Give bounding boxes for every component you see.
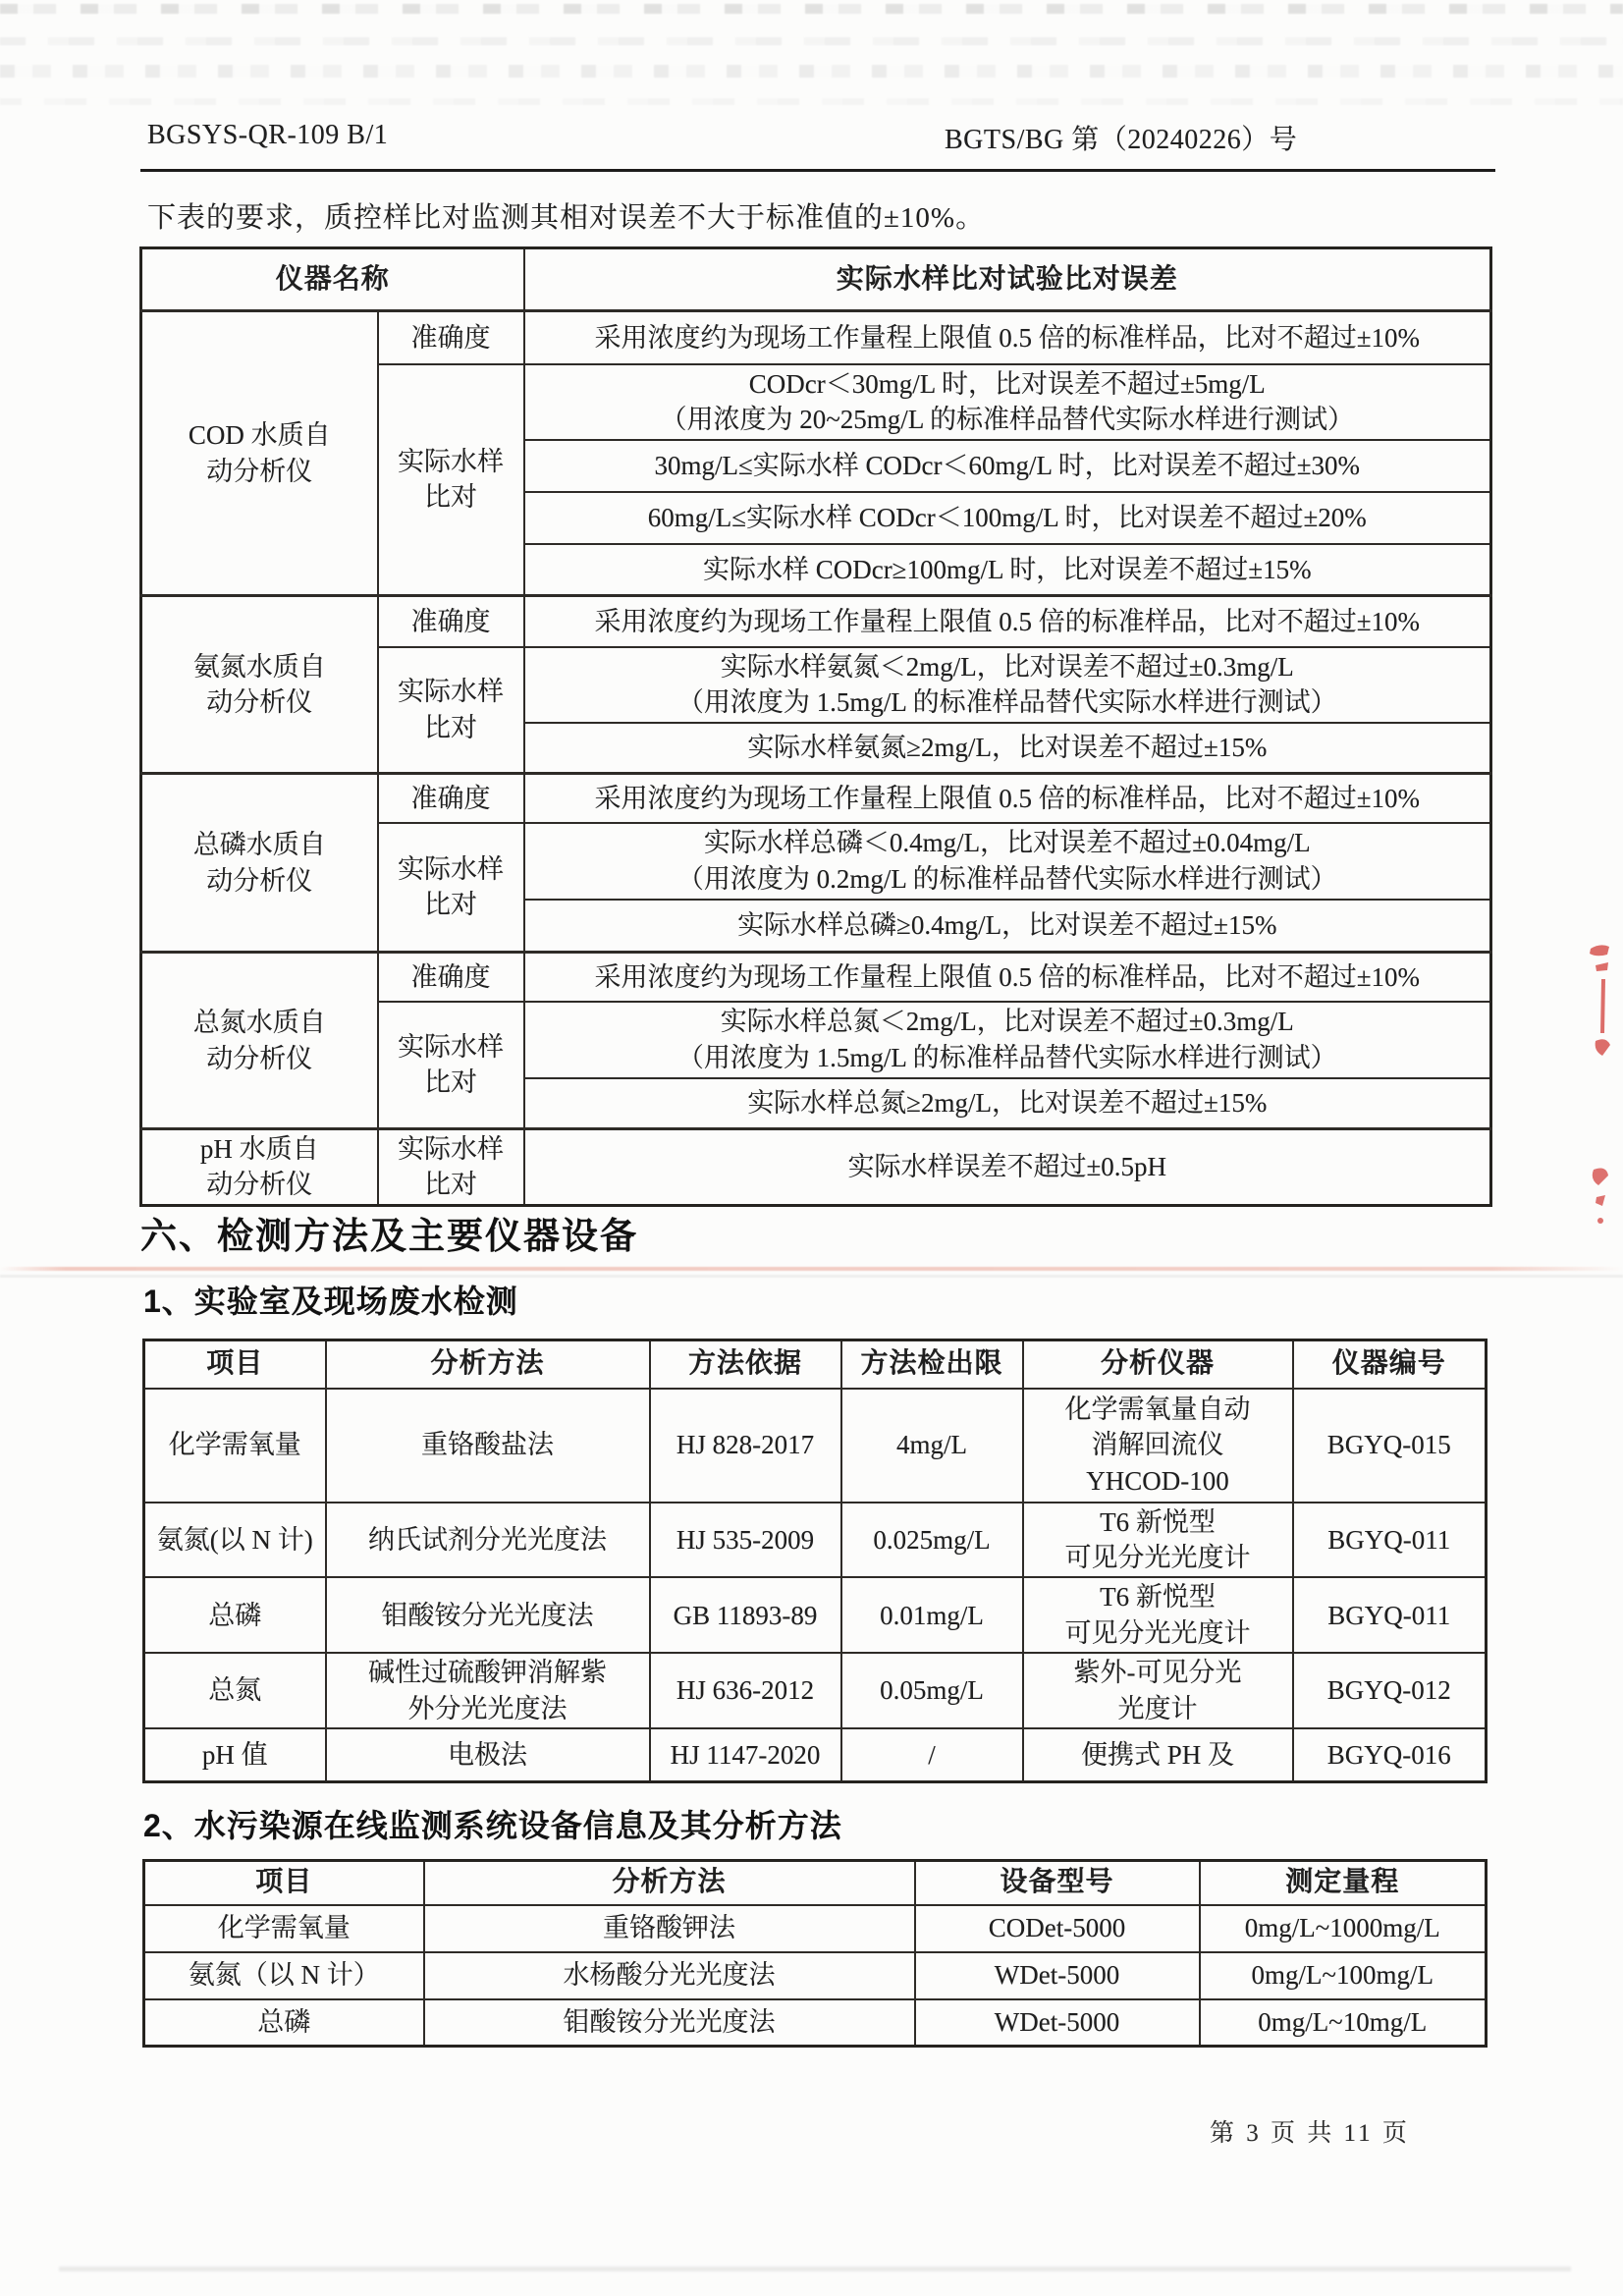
instrument-line: 化学需氧量自动 — [1064, 1394, 1251, 1424]
online-monitoring-table — [142, 1859, 1488, 2048]
cell-sub-accuracy: 准确度 — [378, 311, 524, 364]
instrument-line: 动分析仪 — [206, 1170, 313, 1200]
scan-pink-line — [0, 1267, 1623, 1271]
table-row — [144, 1389, 1487, 1503]
cell-criterion: 实际水样氨氮≥2mg/L，比对误差不超过±15% — [524, 723, 1491, 774]
cell-sub-sample-comparison — [378, 1002, 524, 1129]
red-ink-mark — [1585, 1164, 1614, 1232]
criterion-line: （用浓度为 1.5mg/L 的标准样品替代实际水样进行测试） — [676, 687, 1337, 717]
scan-noise-band — [59, 2267, 1571, 2271]
cell-accuracy-text: 采用浓度约为现场工作量程上限值 0.5 倍的标准样品，比对不超过±10% — [524, 311, 1491, 364]
cell-basis: HJ 535-2009 — [650, 1503, 841, 1578]
cell-criterion — [524, 364, 1491, 440]
scan-noise-band — [0, 37, 1623, 45]
instrument-line: 氨氮水质自 — [192, 651, 326, 682]
cell-item: 化学需氧量 — [144, 1905, 424, 1952]
cell-sub-sample-comparison — [378, 1129, 524, 1206]
cell-instrument-ph — [141, 1129, 378, 1206]
intro-paragraph: 下表的要求，质控样比对监测其相对误差不大于标准值的±10%。 — [147, 202, 986, 234]
table-row — [144, 1905, 1487, 1952]
scan-noise-band — [0, 65, 1623, 78]
sub-label-line: 实际水样 — [398, 853, 504, 884]
cell-limit: 4mg/L — [841, 1389, 1023, 1503]
criterion-line: （用浓度为 0.2mg/L 的标准样品替代实际水样进行测试） — [676, 863, 1337, 894]
cell-criterion — [524, 823, 1491, 900]
sub-label-line: 实际水样 — [398, 446, 504, 476]
criterion-line: （用浓度为 1.5mg/L 的标准样品替代实际水样进行测试） — [676, 1042, 1337, 1072]
criterion-line: 实际水样氨氮＜2mg/L，比对误差不超过±0.3mg/L — [720, 651, 1294, 682]
table-row — [144, 1577, 1487, 1653]
cell-criterion: 实际水样 CODcr≥100mg/L 时，比对误差不超过±15% — [524, 544, 1491, 596]
instrument-line: 动分析仪 — [206, 687, 313, 717]
table-row — [144, 1952, 1487, 1999]
cell-instrument-ammonia — [141, 596, 378, 774]
method-line: 外分光光度法 — [407, 1693, 568, 1723]
cell-method: 重铬酸钾法 — [424, 1905, 915, 1952]
comparison-table — [139, 246, 1492, 1207]
cell-sub-sample-comparison — [378, 647, 524, 774]
table-row — [144, 1653, 1487, 1728]
scan-noise-band — [0, 4, 1623, 14]
cell-limit: / — [841, 1728, 1023, 1781]
criterion-line: 实际水样总氮＜2mg/L，比对误差不超过±0.3mg/L — [720, 1007, 1294, 1037]
cell-model: WDet-5000 — [915, 1999, 1200, 2047]
table-header-row — [144, 1861, 1487, 1905]
cell-code: BGYQ-011 — [1293, 1503, 1487, 1578]
red-ink-mark — [1583, 943, 1620, 1072]
cell-range: 0mg/L~100mg/L — [1200, 1952, 1487, 1999]
cell-basis: HJ 1147-2020 — [650, 1728, 841, 1781]
cell-item: 总磷 — [144, 1999, 424, 2047]
subsection-title-online: 2、水污染源在线监测系统设备信息及其分析方法 — [143, 1808, 842, 1843]
sub-label-line: 实际水样 — [398, 677, 504, 707]
cell-item: 总氮 — [144, 1653, 326, 1728]
cell-model: CODet-5000 — [915, 1905, 1200, 1952]
table-header-row — [144, 1340, 1487, 1389]
cell-method: 纳氏试剂分光光度法 — [326, 1503, 650, 1578]
cell-accuracy-text: 采用浓度约为现场工作量程上限值 0.5 倍的标准样品，比对不超过±10% — [524, 774, 1491, 823]
criterion-line: 实际水样总磷＜0.4mg/L，比对误差不超过±0.04mg/L — [703, 828, 1311, 858]
cell-code: BGYQ-012 — [1293, 1653, 1487, 1728]
cell-criterion: 实际水样总磷≥0.4mg/L，比对误差不超过±15% — [524, 900, 1491, 953]
cell-item: pH 值 — [144, 1728, 326, 1781]
cell-criterion: 30mg/L≤实际水样 CODcr＜60mg/L 时，比对误差不超过±30% — [524, 440, 1491, 492]
sub-label-line: 比对 — [424, 1067, 477, 1098]
cell-sub-sample-comparison — [378, 364, 524, 596]
cell-instrument — [1023, 1577, 1293, 1653]
instrument-line: 消解回流仪 — [1091, 1430, 1224, 1460]
cell-item: 化学需氧量 — [144, 1389, 326, 1503]
table-row — [141, 596, 1491, 647]
cell-basis: GB 11893-89 — [650, 1577, 841, 1653]
instrument-line: pH 水质自 — [199, 1134, 319, 1164]
cell-criterion — [524, 647, 1491, 723]
header-comparison-error: 实际水样比对试验比对误差 — [524, 248, 1491, 311]
sub-label-line: 比对 — [424, 890, 477, 920]
header-rule — [140, 169, 1495, 172]
header-item: 项目 — [144, 1861, 424, 1905]
cell-instrument-cod — [141, 311, 378, 596]
cell-sub-sample-comparison — [378, 823, 524, 953]
cell-method: 重铬酸盐法 — [326, 1389, 650, 1503]
sub-label-line: 实际水样 — [398, 1134, 504, 1164]
cell-code: BGYQ-011 — [1293, 1577, 1487, 1653]
method-line: 碱性过硫酸钾消解紫 — [368, 1658, 607, 1688]
sub-label-line: 实际水样 — [398, 1031, 504, 1062]
section-title-methods: 六、检测方法及主要仪器设备 — [140, 1216, 638, 1256]
lab-methods-table — [142, 1339, 1488, 1783]
cell-criterion — [524, 1002, 1491, 1078]
subsection-title-lab: 1、实验室及现场废水检测 — [143, 1284, 518, 1319]
table-row — [144, 1728, 1487, 1781]
instrument-line: 可见分光光度计 — [1064, 1542, 1251, 1572]
cell-limit: 0.025mg/L — [841, 1503, 1023, 1578]
cell-method: 钼酸铵分光光度法 — [326, 1577, 650, 1653]
instrument-line: COD 水质自 — [188, 420, 331, 451]
sub-label-line: 比对 — [424, 712, 477, 742]
instrument-line: 动分析仪 — [206, 1043, 313, 1073]
table-row — [144, 1999, 1487, 2047]
instrument-line: 紫外-可见分光 — [1073, 1658, 1242, 1688]
table-header-row — [141, 248, 1491, 311]
cell-range: 0mg/L~10mg/L — [1200, 1999, 1487, 2047]
instrument-line: 动分析仪 — [206, 456, 313, 486]
cell-instrument-nitrogen — [141, 953, 378, 1129]
table-row — [141, 953, 1491, 1002]
header-analysis-method: 分析方法 — [424, 1861, 915, 1905]
cell-method: 电极法 — [326, 1728, 650, 1781]
cell-item: 总磷 — [144, 1577, 326, 1653]
header-analysis-method: 分析方法 — [326, 1340, 650, 1389]
cell-code: BGYQ-016 — [1293, 1728, 1487, 1781]
cell-item: 氨氮(以 N 计) — [144, 1503, 326, 1578]
header-instrument-code: 仪器编号 — [1293, 1340, 1487, 1389]
cell-basis: HJ 636-2012 — [650, 1653, 841, 1728]
header-device-model: 设备型号 — [915, 1861, 1200, 1905]
doc-code-right: BGTS/BG 第（20240226）号 — [945, 125, 1298, 155]
instrument-line: 总磷水质自 — [192, 830, 326, 860]
doc-code-left: BGSYS-QR-109 B/1 — [147, 120, 389, 150]
instrument-line: T6 新悦型 — [1100, 1506, 1216, 1537]
instrument-line: 光度计 — [1117, 1693, 1198, 1723]
header-measuring-range: 测定量程 — [1200, 1861, 1487, 1905]
cell-method — [326, 1653, 650, 1728]
header-detection-limit: 方法检出限 — [841, 1340, 1023, 1389]
cell-accuracy-text: 采用浓度约为现场工作量程上限值 0.5 倍的标准样品，比对不超过±10% — [524, 596, 1491, 647]
cell-method: 钼酸铵分光光度法 — [424, 1999, 915, 2047]
cell-sub-accuracy: 准确度 — [378, 774, 524, 823]
cell-instrument: 便携式 PH 及 — [1023, 1728, 1293, 1781]
scan-noise-band — [0, 98, 1623, 105]
instrument-line: 可见分光光度计 — [1064, 1617, 1251, 1648]
cell-instrument — [1023, 1653, 1293, 1728]
sub-label-line: 比对 — [424, 482, 477, 513]
cell-range: 0mg/L~1000mg/L — [1200, 1905, 1487, 1952]
table-row — [144, 1503, 1487, 1578]
cell-instrument — [1023, 1389, 1293, 1503]
instrument-line: 总氮水质自 — [192, 1008, 326, 1038]
cell-method: 水杨酸分光光度法 — [424, 1952, 915, 1999]
cell-criterion: 60mg/L≤实际水样 CODcr＜100mg/L 时，比对误差不超过±20% — [524, 492, 1491, 544]
cell-instrument-phosphorus — [141, 774, 378, 953]
cell-limit: 0.05mg/L — [841, 1653, 1023, 1728]
criterion-line: （用浓度为 20~25mg/L 的标准样品替代实际水样进行测试） — [660, 405, 1355, 434]
cell-criterion: 实际水样总氮≥2mg/L，比对误差不超过±15% — [524, 1078, 1491, 1129]
page-number: 第 3 页 共 11 页 — [1210, 2120, 1410, 2147]
instrument-line: YHCOD-100 — [1086, 1465, 1229, 1496]
instrument-line: 动分析仪 — [206, 865, 313, 896]
cell-instrument — [1023, 1503, 1293, 1578]
header-method-basis: 方法依据 — [650, 1340, 841, 1389]
cell-accuracy-text: 采用浓度约为现场工作量程上限值 0.5 倍的标准样品，比对不超过±10% — [524, 953, 1491, 1002]
cell-sub-accuracy: 准确度 — [378, 596, 524, 647]
cell-criterion: 实际水样误差不超过±0.5pH — [524, 1129, 1491, 1206]
table-row — [141, 311, 1491, 364]
sub-label-line: 比对 — [424, 1170, 477, 1200]
header-analysis-instrument: 分析仪器 — [1023, 1340, 1293, 1389]
table-row — [141, 774, 1491, 823]
cell-limit: 0.01mg/L — [841, 1577, 1023, 1653]
header-item: 项目 — [144, 1340, 326, 1389]
cell-code: BGYQ-015 — [1293, 1389, 1487, 1503]
instrument-line: T6 新悦型 — [1100, 1582, 1216, 1613]
cell-basis: HJ 828-2017 — [650, 1389, 841, 1503]
table-row — [141, 1129, 1491, 1206]
criterion-line: CODcr＜30mg/L 时，比对误差不超过±5mg/L — [748, 368, 1266, 399]
cell-item: 氨氮（以 N 计） — [144, 1952, 424, 1999]
cell-model: WDet-5000 — [915, 1952, 1200, 1999]
cell-sub-accuracy: 准确度 — [378, 953, 524, 1002]
header-instrument-name: 仪器名称 — [141, 248, 524, 311]
